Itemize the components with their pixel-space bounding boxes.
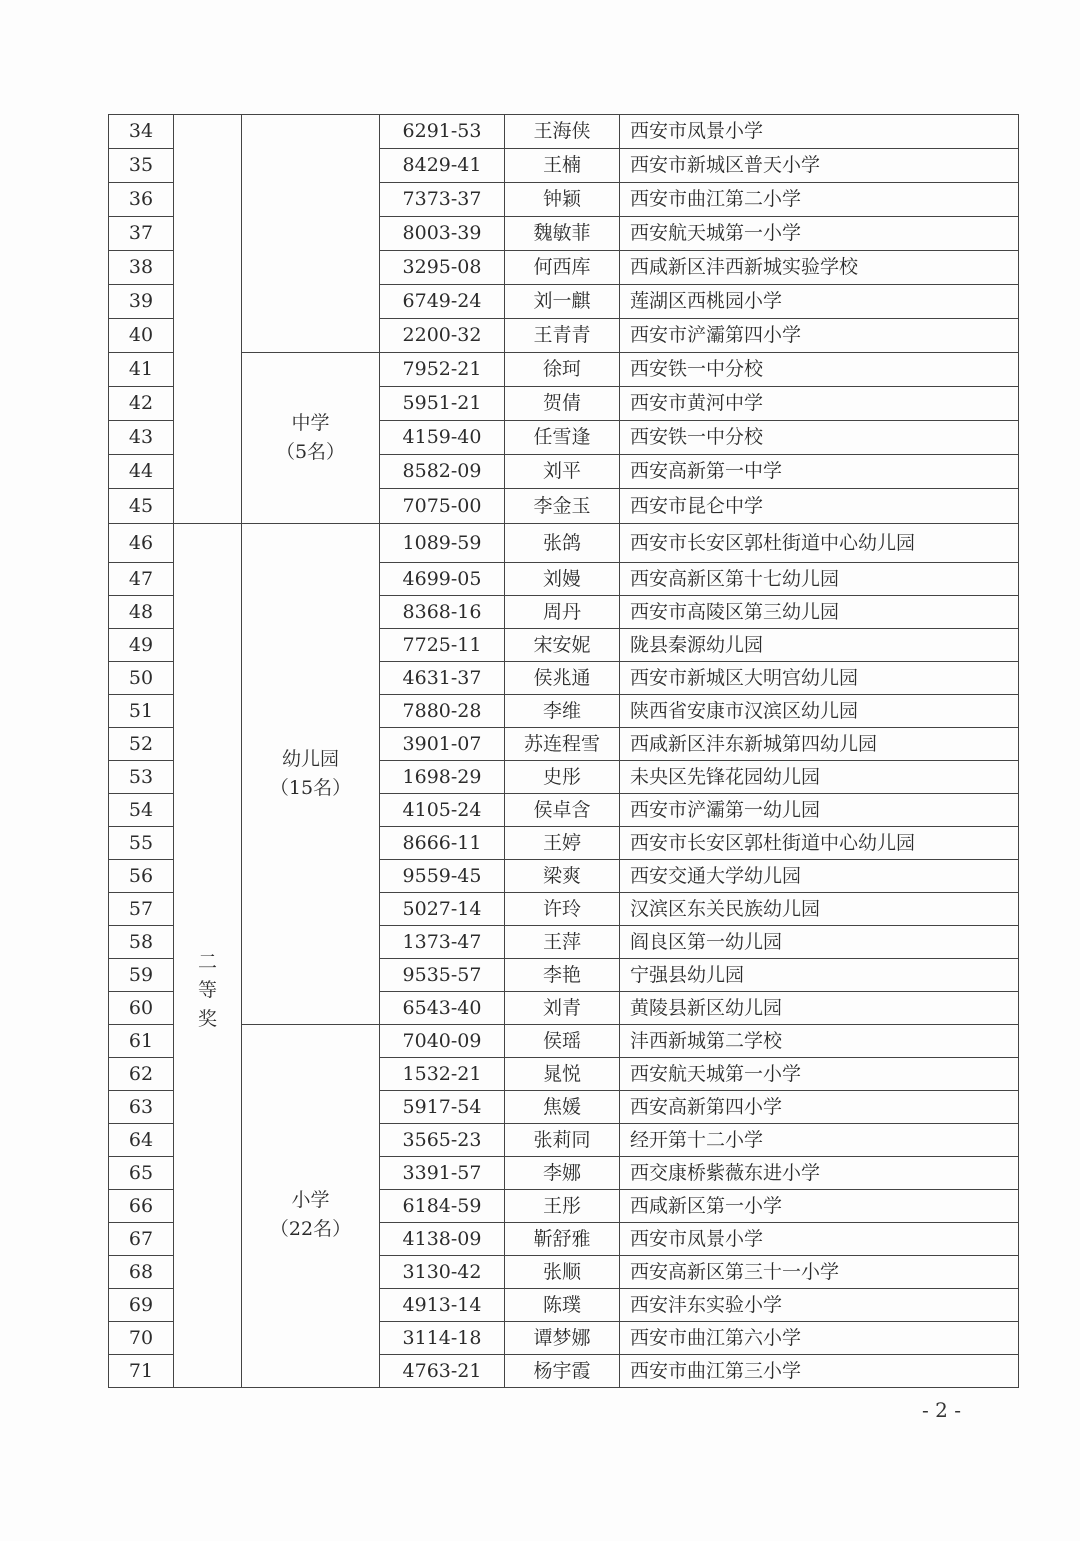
entry-code: 9535-57: [380, 959, 505, 992]
teacher-name: 钟颖: [505, 183, 620, 217]
row-number: 48: [109, 596, 174, 629]
row-number: 64: [109, 1124, 174, 1157]
teacher-name: 周丹: [505, 596, 620, 629]
category-cell: 中学 （5名）: [242, 353, 380, 524]
table-row: [109, 115, 1019, 149]
row-number: 34: [109, 115, 174, 149]
entry-code: 3114-18: [380, 1322, 505, 1355]
school-name: 西安高新区第十七幼儿园: [620, 563, 1019, 596]
teacher-name: 李娜: [505, 1157, 620, 1190]
school-name: 西安航天城第一小学: [620, 1058, 1019, 1091]
entry-code: 6291-53: [380, 115, 505, 149]
teacher-name: 侯瑶: [505, 1025, 620, 1058]
school-name: 沣西新城第二学校: [620, 1025, 1019, 1058]
teacher-name: 陈璞: [505, 1289, 620, 1322]
school-name: 西安市新城区普天小学: [620, 149, 1019, 183]
category-cell: 小学 （22名）: [242, 1025, 380, 1388]
school-name: 西安市曲江第六小学: [620, 1322, 1019, 1355]
row-number: 67: [109, 1223, 174, 1256]
school-name: 陇县秦源幼儿园: [620, 629, 1019, 662]
row-number: 41: [109, 353, 174, 387]
table-row: [109, 1025, 1019, 1058]
row-number: 58: [109, 926, 174, 959]
entry-code: 8429-41: [380, 149, 505, 183]
teacher-name: 侯卓含: [505, 794, 620, 827]
row-number: 65: [109, 1157, 174, 1190]
school-name: 西咸新区沣东新城第四幼儿园: [620, 728, 1019, 761]
row-number: 38: [109, 251, 174, 285]
row-number: 42: [109, 387, 174, 421]
teacher-name: 梁爽: [505, 860, 620, 893]
table-row: [109, 353, 1019, 387]
school-name: 汉滨区东关民族幼儿园: [620, 893, 1019, 926]
entry-code: 5951-21: [380, 387, 505, 421]
entry-code: 6184-59: [380, 1190, 505, 1223]
award-level-cell: [174, 115, 242, 524]
entry-code: 8003-39: [380, 217, 505, 251]
entry-code: 7952-21: [380, 353, 505, 387]
school-name: 西安沣东实验小学: [620, 1289, 1019, 1322]
school-name: 宁强县幼儿园: [620, 959, 1019, 992]
entry-code: 3565-23: [380, 1124, 505, 1157]
row-number: 45: [109, 489, 174, 524]
awards-table: [108, 114, 1019, 1388]
entry-code: 1089-59: [380, 524, 505, 563]
category-cell: [242, 115, 380, 353]
school-name: 西安高新第四小学: [620, 1091, 1019, 1124]
school-name: 西安市曲江第三小学: [620, 1355, 1019, 1388]
school-name: 西安市浐灞第一幼儿园: [620, 794, 1019, 827]
page-number: - 2 -: [922, 1398, 961, 1422]
entry-code: 7880-28: [380, 695, 505, 728]
teacher-name: 任雪逢: [505, 421, 620, 455]
entry-code: 5027-14: [380, 893, 505, 926]
teacher-name: 张顺: [505, 1256, 620, 1289]
teacher-name: 靳舒雅: [505, 1223, 620, 1256]
entry-code: 4763-21: [380, 1355, 505, 1388]
row-number: 70: [109, 1322, 174, 1355]
teacher-name: 李金玉: [505, 489, 620, 524]
school-name: 西咸新区第一小学: [620, 1190, 1019, 1223]
row-number: 55: [109, 827, 174, 860]
entry-code: 7373-37: [380, 183, 505, 217]
row-number: 44: [109, 455, 174, 489]
row-number: 40: [109, 319, 174, 353]
entry-code: 1532-21: [380, 1058, 505, 1091]
row-number: 36: [109, 183, 174, 217]
row-number: 51: [109, 695, 174, 728]
row-number: 59: [109, 959, 174, 992]
entry-code: 2200-32: [380, 319, 505, 353]
row-number: 49: [109, 629, 174, 662]
teacher-name: 宋安妮: [505, 629, 620, 662]
entry-code: 4913-14: [380, 1289, 505, 1322]
row-number: 39: [109, 285, 174, 319]
school-name: 西安市黄河中学: [620, 387, 1019, 421]
teacher-name: 许玲: [505, 893, 620, 926]
entry-code: 4699-05: [380, 563, 505, 596]
school-name: 西安市浐灞第四小学: [620, 319, 1019, 353]
entry-code: 7040-09: [380, 1025, 505, 1058]
entry-code: 4105-24: [380, 794, 505, 827]
entry-code: 4159-40: [380, 421, 505, 455]
row-number: 43: [109, 421, 174, 455]
entry-code: 3130-42: [380, 1256, 505, 1289]
teacher-name: 王萍: [505, 926, 620, 959]
teacher-name: 王彤: [505, 1190, 620, 1223]
teacher-name: 张莉同: [505, 1124, 620, 1157]
row-number: 52: [109, 728, 174, 761]
school-name: 西安市昆仑中学: [620, 489, 1019, 524]
school-name: 未央区先锋花园幼儿园: [620, 761, 1019, 794]
entry-code: 7075-00: [380, 489, 505, 524]
row-number: 62: [109, 1058, 174, 1091]
entry-code: 5917-54: [380, 1091, 505, 1124]
teacher-name: 何西库: [505, 251, 620, 285]
row-number: 63: [109, 1091, 174, 1124]
entry-code: 4138-09: [380, 1223, 505, 1256]
entry-code: 3391-57: [380, 1157, 505, 1190]
row-number: 61: [109, 1025, 174, 1058]
school-name: 西安交通大学幼儿园: [620, 860, 1019, 893]
school-name: 西安铁一中分校: [620, 421, 1019, 455]
teacher-name: 焦媛: [505, 1091, 620, 1124]
entry-code: 8582-09: [380, 455, 505, 489]
school-name: 西咸新区沣西新城实验学校: [620, 251, 1019, 285]
school-name: 西安高新第一中学: [620, 455, 1019, 489]
school-name: 西安市凤景小学: [620, 115, 1019, 149]
row-number: 35: [109, 149, 174, 183]
row-number: 54: [109, 794, 174, 827]
teacher-name: 刘平: [505, 455, 620, 489]
entry-code: 8368-16: [380, 596, 505, 629]
teacher-name: 史彤: [505, 761, 620, 794]
entry-code: 7725-11: [380, 629, 505, 662]
entry-code: 3901-07: [380, 728, 505, 761]
category-cell: 幼儿园 （15名）: [242, 524, 380, 1025]
row-number: 71: [109, 1355, 174, 1388]
row-number: 68: [109, 1256, 174, 1289]
teacher-name: 李维: [505, 695, 620, 728]
teacher-name: 谭梦娜: [505, 1322, 620, 1355]
row-number: 37: [109, 217, 174, 251]
school-name: 黄陵县新区幼儿园: [620, 992, 1019, 1025]
row-number: 66: [109, 1190, 174, 1223]
entry-code: 6749-24: [380, 285, 505, 319]
school-name: 西安航天城第一小学: [620, 217, 1019, 251]
school-name: 陕西省安康市汉滨区幼儿园: [620, 695, 1019, 728]
entry-code: 1698-29: [380, 761, 505, 794]
row-number: 69: [109, 1289, 174, 1322]
teacher-name: 杨宇霞: [505, 1355, 620, 1388]
row-number: 47: [109, 563, 174, 596]
school-name: 经开第十二小学: [620, 1124, 1019, 1157]
school-name: 西安铁一中分校: [620, 353, 1019, 387]
teacher-name: 刘嫚: [505, 563, 620, 596]
teacher-name: 王婷: [505, 827, 620, 860]
teacher-name: 侯兆通: [505, 662, 620, 695]
school-name: 西安市高陵区第三幼儿园: [620, 596, 1019, 629]
row-number: 50: [109, 662, 174, 695]
table-row: [109, 524, 1019, 563]
school-name: 莲湖区西桃园小学: [620, 285, 1019, 319]
school-name: 阎良区第一幼儿园: [620, 926, 1019, 959]
school-name: 西安高新区第三十一小学: [620, 1256, 1019, 1289]
entry-code: 4631-37: [380, 662, 505, 695]
entry-code: 9559-45: [380, 860, 505, 893]
row-number: 57: [109, 893, 174, 926]
teacher-name: 王楠: [505, 149, 620, 183]
school-name: 西安市新城区大明宫幼儿园: [620, 662, 1019, 695]
school-name: 西安市长安区郭杜街道中心幼儿园: [620, 827, 1019, 860]
school-name: 西安市曲江第二小学: [620, 183, 1019, 217]
entry-code: 6543-40: [380, 992, 505, 1025]
row-number: 53: [109, 761, 174, 794]
teacher-name: 贺倩: [505, 387, 620, 421]
teacher-name: 张鸽: [505, 524, 620, 563]
teacher-name: 徐珂: [505, 353, 620, 387]
award-level-cell: 二 等 奖: [174, 524, 242, 1388]
row-number: 60: [109, 992, 174, 1025]
row-number: 46: [109, 524, 174, 563]
school-name: 西交康桥紫薇东进小学: [620, 1157, 1019, 1190]
teacher-name: 王海侠: [505, 115, 620, 149]
teacher-name: 苏连程雪: [505, 728, 620, 761]
teacher-name: 李艳: [505, 959, 620, 992]
teacher-name: 刘青: [505, 992, 620, 1025]
school-name: 西安市长安区郭杜街道中心幼儿园: [620, 524, 1019, 563]
entry-code: 1373-47: [380, 926, 505, 959]
teacher-name: 晁悦: [505, 1058, 620, 1091]
entry-code: 8666-11: [380, 827, 505, 860]
entry-code: 3295-08: [380, 251, 505, 285]
teacher-name: 王青青: [505, 319, 620, 353]
school-name: 西安市凤景小学: [620, 1223, 1019, 1256]
teacher-name: 魏敏菲: [505, 217, 620, 251]
teacher-name: 刘一麒: [505, 285, 620, 319]
row-number: 56: [109, 860, 174, 893]
